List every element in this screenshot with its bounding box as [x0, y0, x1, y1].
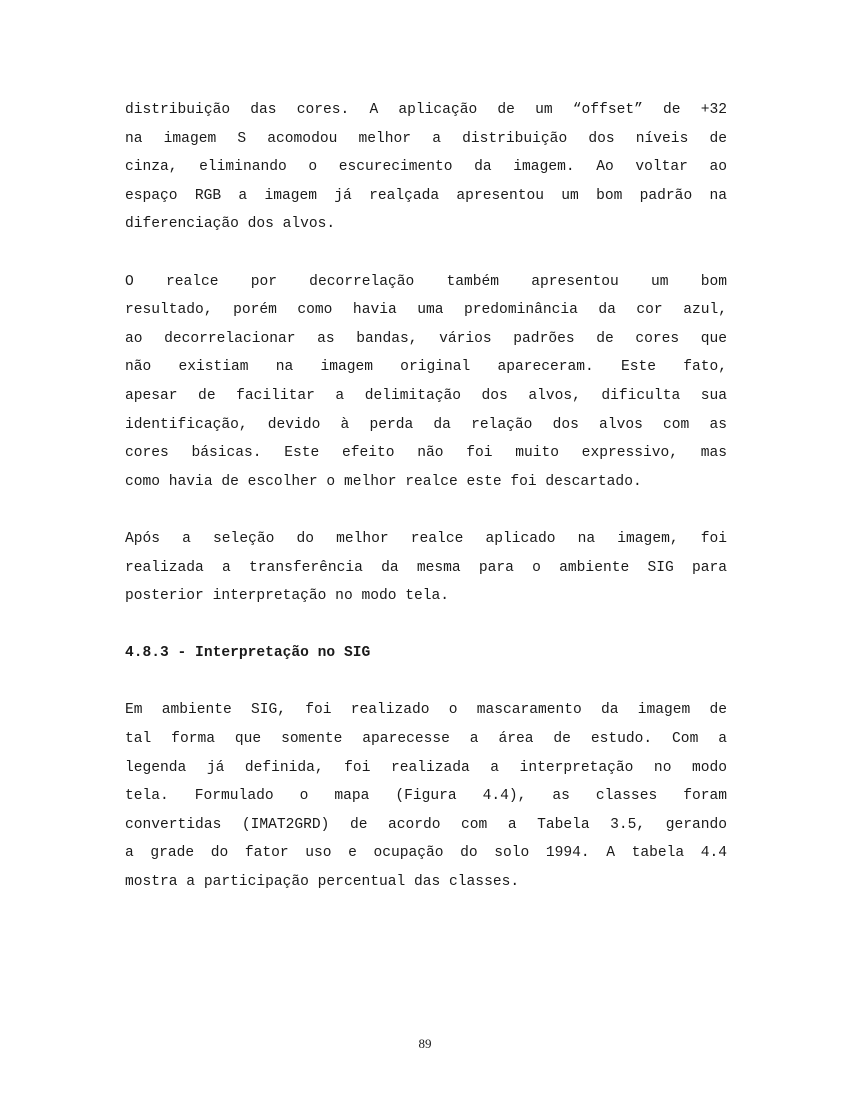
section-heading: 4.8.3 - Interpretação no SIG: [125, 645, 371, 662]
text-line: Após a seleção do melhor realce aplicado na imagem, foi: [125, 530, 727, 547]
text-line: mostra a participação percentual das classes.: [125, 874, 520, 891]
text-line: resultado, porém como havia uma predominância da cor azul,: [125, 302, 727, 319]
text-line: tela. Formulado o mapa (Figura 4.4), as classes foram: [125, 788, 727, 805]
paragraph-transfer-to-sig: [125, 525, 727, 611]
text-line: realizada a transferência da mesma para o ambiente SIG para: [125, 559, 727, 576]
text-line: tal forma que somente aparecesse a área de estudo. Com a: [125, 731, 727, 748]
text-line: identificação, devido à perda da relação dos alvos com as: [125, 416, 727, 433]
paragraph-rgb-enhancement: [125, 96, 727, 239]
page-number: 89: [418, 1036, 432, 1051]
text-line: como havia de escolher o melhor realce este foi descartado.: [125, 473, 642, 490]
page-body: [125, 96, 727, 897]
text-line: distribuição das cores. A aplicação de um “offset” de +32: [125, 102, 727, 118]
text-line: apesar de facilitar a delimitação dos alvos, dificulta sua: [125, 387, 727, 404]
text-line: espaço RGB a imagem já realçada apresentou um bom padrão na: [125, 187, 727, 204]
text-line: Em ambiente SIG, foi realizado o mascaramento da imagem de: [125, 702, 727, 719]
text-line: a grade do fator uso e ocupação do solo 1994. A tabela 4.4: [125, 845, 727, 862]
paragraph-spacer: [125, 611, 727, 640]
text-line: legenda já definida, foi realizada a interpretação no modo: [125, 759, 727, 776]
text-line: diferenciação dos alvos.: [125, 216, 336, 233]
text-line: O realce por decorrelação também apresentou um bom: [125, 273, 727, 290]
paragraph-spacer: [125, 496, 727, 525]
text-line: posterior interpretação no modo tela.: [125, 588, 450, 605]
text-line: cores básicas. Este efeito não foi muito expressivo, mas: [125, 445, 727, 462]
text-line: cinza, eliminando o escurecimento da imagem. Ao voltar ao: [125, 159, 727, 176]
text-line: na imagem S acomodou melhor a distribuição dos níveis de: [125, 130, 727, 147]
paragraph-spacer: [125, 239, 727, 268]
text-line: convertidas (IMAT2GRD) de acordo com a Tabela 3.5, gerando: [125, 816, 727, 833]
paragraph-decorrelation: [125, 268, 727, 497]
text-line: ao decorrelacionar as bandas, vários padrões de cores que: [125, 330, 727, 347]
paragraph-sig-interpretation: [125, 696, 727, 896]
text-line: não existiam na imagem original apareceram. Este fato,: [125, 359, 727, 376]
paragraph-spacer: [125, 668, 727, 697]
